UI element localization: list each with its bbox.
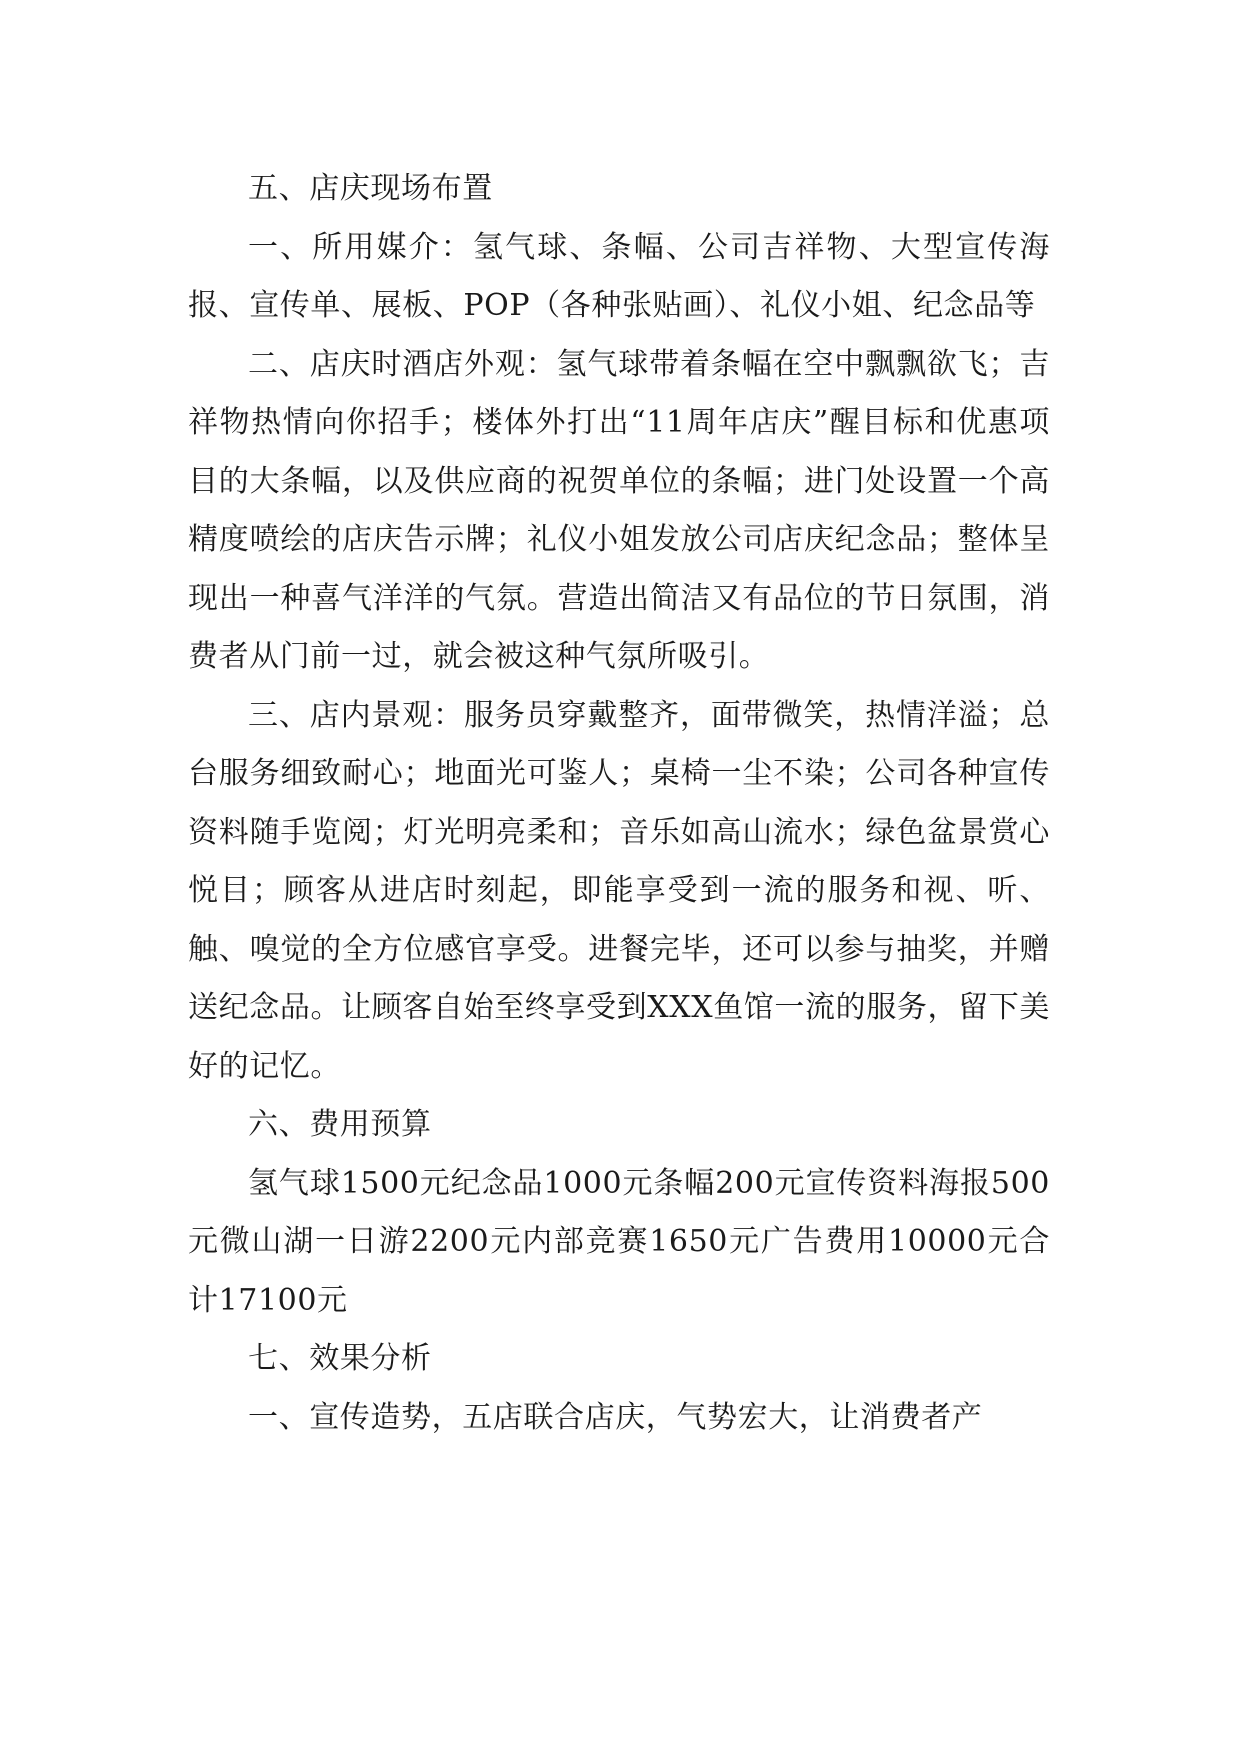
section-heading-effect-analysis: 七、效果分析 bbox=[248, 1341, 432, 1376]
paragraph-budget-details: 氢气球1500元纪念品1000元条幅200元宣传资料海报500元微山湖一日游2200元内部竞赛1650元广告费用10000元合计17100元 bbox=[188, 1165, 1050, 1318]
document-body bbox=[188, 160, 1050, 1447]
section-heading-venue-layout: 五、店庆现场布置 bbox=[248, 171, 493, 206]
section-heading-budget: 六、费用预算 bbox=[248, 1107, 432, 1142]
paragraph-hotel-exterior: 二、店庆时酒店外观：氢气球带着条幅在空中飘飘欲飞；吉祥物热情向你招手；楼体外打出“11周年店庆”醒目标和优惠项目的大条幅，以及供应商的祝贺单位的条幅；进门处设置一个高精度喷绘的店庆告示牌；礼仪小姐发放公司店庆纪念品；整体呈现出一种喜气洋洋的气氛。营造出简洁又有品位的节日氛围，消费者从门前一过，就会被这种气氛所吸引。 bbox=[188, 346, 1050, 674]
paragraph-media-used: 一、所用媒介：氢气球、条幅、公司吉祥物、大型宣传海报、宣传单、展板、POP（各种张贴画）、礼仪小姐、纪念品等 bbox=[188, 229, 1050, 323]
paragraph-promotion-effect: 一、宣传造势，五店联合店庆，气势宏大，让消费者产 bbox=[248, 1399, 983, 1435]
paragraph-interior-scene: 三、店内景观：服务员穿戴整齐，面带微笑，热情洋溢；总台服务细致耐心；地面光可鉴人；桌椅一尘不染；公司各种宣传资料随手览阅；灯光明亮柔和；音乐如高山流水；绿色盆景赏心悦目；顾客从进店时刻起，即能享受到一流的服务和视、听、触、嗅觉的全方位感官享受。进餐完毕，还可以参与抽奖，并赠送纪念品。让顾客自始至终享受到XXX鱼馆一流的服务，留下美好的记忆。 bbox=[188, 697, 1050, 1084]
